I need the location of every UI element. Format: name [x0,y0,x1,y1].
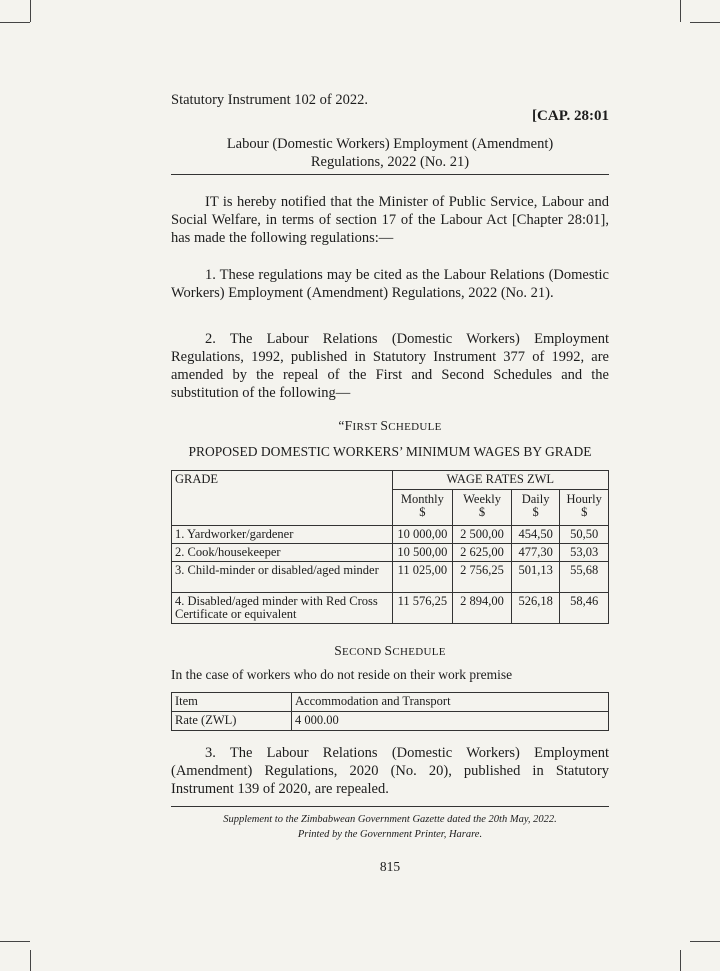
weekly-header: Weekly $ [453,490,512,526]
item-value: Accommodation and Transport [292,693,609,712]
crop-mark [680,950,681,971]
crop-mark [690,941,720,942]
grade-header: GRADE [172,471,393,526]
hourly-cell: 55,68 [560,562,609,593]
gazette-footer [171,812,609,842]
clause-1 [171,266,609,302]
title-line-2: Regulations, 2022 (No. 21) [310,154,470,170]
footer-line-1: Supplement to the Zimbabwean Government Gazette dated the 20th May, 2022. [223,814,557,825]
clause-1-text: 1. These regulations may be cited as the Labour Relations (Domestic Workers) Employment (Amendment) Regulations, 2022 (No. 21). [171,267,609,301]
weekly-cell: 2 500,00 [453,526,512,544]
footer-rule [171,806,609,807]
monthly-cell: 11 025,00 [392,562,453,593]
rates-header: WAGE RATES ZWL [392,471,608,490]
weekly-cell: 2 625,00 [453,544,512,562]
instrument-number: Statutory Instrument 102 of 2022. [171,92,368,108]
crop-mark [680,0,681,22]
table-row [172,526,609,544]
crop-mark [30,950,31,971]
hourly-cell: 50,50 [560,526,609,544]
crop-mark [690,22,720,23]
daily-cell: 501,13 [511,562,560,593]
second-schedule-heading: SECOND SCHEDULE [334,643,446,658]
first-schedule-heading: “FIRST SCHEDULE [338,418,442,433]
clause-3 [171,744,609,798]
title-line-1: Labour (Domestic Workers) Employment (Amendment) [226,136,554,152]
clause-3-text: 3. The Labour Relations (Domestic Workers) Employment (Amendment) Regulations, 2020 (No. 20), published in Statutory Instrument 139 of 2020, are repealed. [171,745,609,797]
hourly-cell: 58,46 [560,593,609,624]
rate-value: 4 000.00 [292,712,609,731]
grade-cell: 4. Disabled/aged minder with Red Cross Certificate or equivalent [172,593,393,624]
monthly-cell: 10 500,00 [392,544,453,562]
wage-rates-table [171,470,609,624]
intro-text: IT is hereby notified that the Minister of Public Service, Labour and Social Welfare, in terms of section 17 of the Labour Act [Chapter 28:01], has made the following regulations:— [171,194,609,246]
footer-line-2: Printed by the Government Printer, Harare. [297,829,483,840]
crop-mark [30,0,31,22]
clause-2-text: 2. The Labour Relations (Domestic Workers) Employment Regulations, 1992, published in Statutory Instrument 377 of 1992, are amended by the repeal of the First and Second Schedules and the substitution of the following— [171,331,609,401]
monthly-cell: 10 000,00 [392,526,453,544]
grade-cell: 1. Yardworker/gardener [172,526,393,544]
item-label: Item [172,693,292,712]
table-row [172,544,609,562]
monthly-cell: 11 576,25 [392,593,453,624]
crop-mark [0,22,30,23]
grade-cell: 3. Child-minder or disabled/aged minder [172,562,393,593]
daily-header: Daily $ [511,490,560,526]
table-row [172,712,609,731]
daily-cell: 477,30 [511,544,560,562]
accommodation-table [171,692,609,731]
rate-label: Rate (ZWL) [172,712,292,731]
weekly-cell: 2 756,25 [453,562,512,593]
crop-mark [0,941,30,942]
title-rule [171,174,609,175]
regulation-title [171,135,609,171]
second-schedule-caption: In the case of workers who do not reside on their work premise [171,667,513,682]
daily-cell: 454,50 [511,526,560,544]
page-number: 815 [379,859,401,874]
grade-cell: 2. Cook/housekeeper [172,544,393,562]
first-schedule-caption: PROPOSED DOMESTIC WORKERS’ MINIMUM WAGES BY GRADE [188,444,592,459]
table-row [172,562,609,593]
intro-paragraph [171,193,609,247]
table-row [172,693,609,712]
weekly-cell: 2 894,00 [453,593,512,624]
clause-2 [171,330,609,402]
daily-cell: 526,18 [511,593,560,624]
hourly-header: Hourly $ [560,490,609,526]
monthly-header: Monthly $ [392,490,453,526]
table-header-row [172,471,609,490]
chapter-reference: [CAP. 28:01 [532,108,609,124]
table-row [172,593,609,624]
hourly-cell: 53,03 [560,544,609,562]
